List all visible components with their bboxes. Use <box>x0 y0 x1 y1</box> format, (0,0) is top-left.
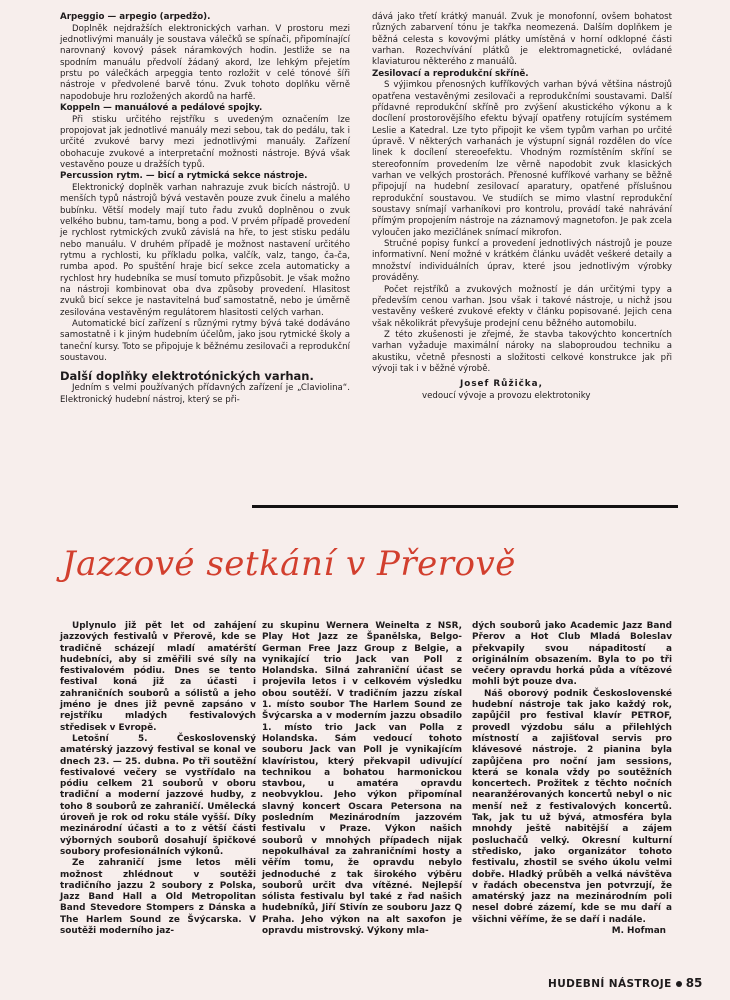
body-paragraph: Stručné popisy funkcí a provedení jednotlivých nástrojů je pouze informativní. Není možné v krátkém článku uvádět veškeré detaily a množství individuálních úprav, které jsou jednotlivým výrobky prováděny. <box>372 239 672 284</box>
body-paragraph: Ze zahraničí jsme letos měli možnost zhlédnout v soutěži tradičního jazzu 2 soubory z Polska, Jazz Band Hall a Old Metropolitan Band Stevedore Stompers z Dánska a The Harlem Sound ze Švýcarska. V soutěži moderního jaz- <box>60 858 256 937</box>
body-paragraph: Při stisku určitého rejstříku s uvedeným označením lze propojovat jak jednotlivé manuály mezi sebou, tak do pedálu, tak i určité zvukové barvy mezi jednotlivými manuály. Zařízení obohacuje zvukové a interpretační možnosti nástroje. Bývá však vestavěno pouze u dražších typů. <box>60 114 350 170</box>
page-number: 85 <box>685 976 703 990</box>
magazine-name: HUDEBNÍ NÁSTROJE <box>548 978 672 990</box>
article-headline: Jazzové setkání v Přerově <box>62 544 516 584</box>
body-paragraph: Počet rejstříků a zvukových možností je dán určitými typy a především cenou varhan. Jsou však i takové nástroje, u nichž jsou vestavěny veškeré zvukové efekty v článku popisované. Jejich cena však několikrát převyšuje prodejní cenu běžného automobilu. <box>372 284 672 329</box>
author-signature-role: vedoucí vývoje a provozu elektrotoniky <box>422 390 591 401</box>
section-title: Další doplňky elektrotónických varhan. <box>60 369 314 384</box>
author-signature-name: Josef Růžička, <box>460 379 543 390</box>
body-paragraph: Elektronický doplněk varhan nahrazuje zvuk bicích nástrojů. U menších typů nástrojů bývá vestavěn pouze zvuk činelu a malého bubínku. Větší modely mají tuto řadu zvuků doplněnou o zvuk velkého bubnu, tam-tamu, bong a pod. V prvém případě provedení je rychlost rytmických zvuků závislá na hře, to jest stisku pedálu nebo manuálu. V druhém případě je možnost nastavení určitého rytmu a rychlosti, ku příkladu polka, valčík, valz, tango, ča-ča, rumba apod. Po spuštění hraje bicí sekce zcela automaticky a rychlost hry hudebníka se musí tomuto přizpůsobit. Je však možno na nástroji kombinovat oba dva způsoby provedení. Hlasitost zvuků bicí sekce je nastavitelná buď samostatně, nebo je úměrně zesilována vestavěným regulátorem hlasitosti celých varhan. <box>60 182 350 318</box>
body-paragraph: dých souborů jako Academic Jazz Band Přerov a Hot Club Mladá Boleslav překvapily svou nápaditostí a originálním obsazením. Byla to po tři večery opravdu horká půda a vítězové mohli být pouze dva. <box>472 621 672 688</box>
section-heading: Koppeln — manuálové a pedálové spojky. <box>60 103 263 113</box>
body-paragraph: Automatické bicí zařízení s různými rytmy bývá také dodáváno samostatně i k jiným hudebním účelům, jako jsou rytmické školy a taneční kursy. Toto se připojuje k běžnému zesilovači a reprodukční soustavou. <box>60 319 350 364</box>
jazz-article-author: M. Hofman <box>611 926 666 937</box>
body-paragraph: zu skupinu Wernera Weinelta z NSR, Play Hot Jazz ze Španělska, Belgo-German Free Jazz Group z Belgie, a vynikající trio Jack van Poll z Holandska. Silná zahraniční účast se projevila letos i v celkovém výsledku obou soutěží. V tradičním jazzu získal 1. místo soubor The Harlem Sound ze Švýcarska a v moderním jazzu obsadilo 1. místo trio Jack van Polla z Holandska. Sám vedoucí tohoto souboru Jack van Poll je vynikajícím klavíristou, který překvapil udivující technikou a bohatou harmonickou stavbou, u amatéra opravdu neobvyklou. Jeho výkon připomínal slavný koncert Oscara Petersona na posledním Mezinárodním jazzovém festivalu v Praze. Výkon našich souborů v mnohých případech nijak nepokulhával za zahraničními hosty a věřím tomu, že opravdu nebylo jednoduché z tak širokého výběru souborů určit dva vítězné. Nejlepší sólista festivalu byl také z řad našich hudebníků, Jiří Stivín ze souboru Jazz Q Praha. Jeho výkon na alt saxofon je opravdu mistrovský. Výkony mla- <box>262 621 462 937</box>
bullet-dot-icon <box>676 981 682 987</box>
section-divider <box>252 505 678 508</box>
body-paragraph: Letošní 5. Československý amatérský jazzový festival se konal ve dnech 23. — 25. dubna. Po tři soutěžní festivalové večery se vystřídalo na pódiu celkem 21 souborů v oboru tradiční a moderní jazzové hudby, z toho 8 souborů ze zahraničí. Umělecká úroveň je rok od roku stále vyšší. Díky mezinárodní účasti a to z větší části výborných souborů dosahují špičkové soubory profesionálních výkonů. <box>60 733 256 857</box>
body-paragraph: Náš oborový podnik Československé hudební nástroje tak jako každý rok, zapůjčil pro festival klavír PETROF, provedl výzdobu sálu a přilehlých místností a zajišťoval servis pro klávesové nástroje. 2 pianina byla zapůjčena pro noční jam sessions, která se konala vždy po soutěžních koncertech. Prožitek z těchto nočních nearanžérovaných koncertů nebyl o nic menší než z festivalových koncertů. Tak, jak tu už bývá, atmosféra byla mnohdy ještě nabitější a zájem posluchačů velký. Okresní kulturní středisko, jako organizátor tohoto festivalu, zhostil se svého úkolu velmi dobře. Hladký průběh a velká návštěva v řadách obecenstva jen potvrzují, že amatérský jazz na mezinárodním poli nesel dobré zázemí, kde se mu daří a všichni věříme, že se daří i nadále. <box>472 688 672 925</box>
jazz-article-column-3 <box>472 621 672 937</box>
top-article-right-body <box>372 12 672 375</box>
top-article-left-column <box>60 12 350 406</box>
top-article-right-column <box>372 12 672 402</box>
page-footer <box>548 976 718 990</box>
jazz-article-column-1 <box>60 621 256 937</box>
jazz-article-column-2 <box>262 621 462 937</box>
body-paragraph: Doplněk nejdražších elektronických varhan. V prostoru mezi jednotlivými manuály je soustava válečků se spínači, připomínající narovnaný kovový pásek náramkových hodin. Jestliže se na spodním manuálu předvolí žádaný akord, lze lehkým přejetím prstu po válečkách arpeggia tento rozložit v celé tónové šíři nástroje v předvolené barvě tónu. Zvuk tohoto doplňku věrně napodobuje hru rozložených akordů na harfě. <box>60 23 350 102</box>
section-heading: Percussion rytm. — bicí a rytmická sekce nástroje. <box>60 171 308 182</box>
body-paragraph: Z této zkušenosti je zřejmé, že stavba takovýchto koncertních varhan vyžaduje maximální nároky na slaboproudou techniku a akustiku, včetně přesnosti a složitosti celkové konstrukce jak při vývoji tak i v běžné výrobě. <box>372 329 672 374</box>
section-heading: Arpeggio — arpegio (arpedžo). <box>60 12 211 22</box>
section-heading: Zesilovací a reprodukční skříně. <box>372 68 529 79</box>
body-paragraph: Jedním s velmi používaných přídavných zařízení je „Claviolina“. Elektronický hudební nástroj, který se při- <box>60 383 350 405</box>
body-paragraph: Uplynulo již pět let od zahájení jazzových festivalů v Přerově, kde se tradičně scházejí mladí amatérští hudebníci, aby si změřili své síly na festivalovém pódiu. Dnes se tento festival koná již za účasti i zahraničních souborů a sólistů a jeho jméno je dnes již pevně zapsáno v rejstříku mladých festivalových středisek v Evropě. <box>60 621 256 733</box>
body-paragraph: S výjimkou přenosných kufříkových varhan bývá většina nástrojů opatřena vestavěnými zesilovači a reprodukčními soustavami. Další přídavné reprodukční skříně pro zvýšení akustického výkonu a k docílení prostorovějšího efektu bývají opatřeny rotujícím systémem Leslie a Katedral. Lze tyto připojit ke všem typům varhan po určité úpravě. V některých varhanách je výstupní signál rozdělen do více linek k docílení stereoefektu. Vhodným rozmístěním skříní se stereofonním provedením lze věrně napodobit zvuk klasických varhan ve velkých prostorách. Přenosné kufříkové varhany se běžně připojují na hudební zesilovací aparatury, opatřené příslušnou reprodukční soustavou. Ve studiích se mimo vlastní reprodukční soustavy snímají varhaníkovi pro kontrolu, provádí také nahrávání přímým propojením nástroje na záznamový magnetofon. Je pak zcela vyloučen jako mezičlánek snímací mikrofon. <box>372 80 672 238</box>
body-paragraph: dává jako třetí krátký manuál. Zvuk je monofonní, ovšem bohatost různých zabarvení tónu je takřka neomezená. Dalším doplňkem je běžná celesta s kovovými plátky umístěná v horní odklopné části varhan. Rozechvívání plátků je elektromagnetické, ovládané klaviaturou některého z manuálů. <box>372 12 672 68</box>
jazz-article-column-3-body <box>472 621 672 926</box>
